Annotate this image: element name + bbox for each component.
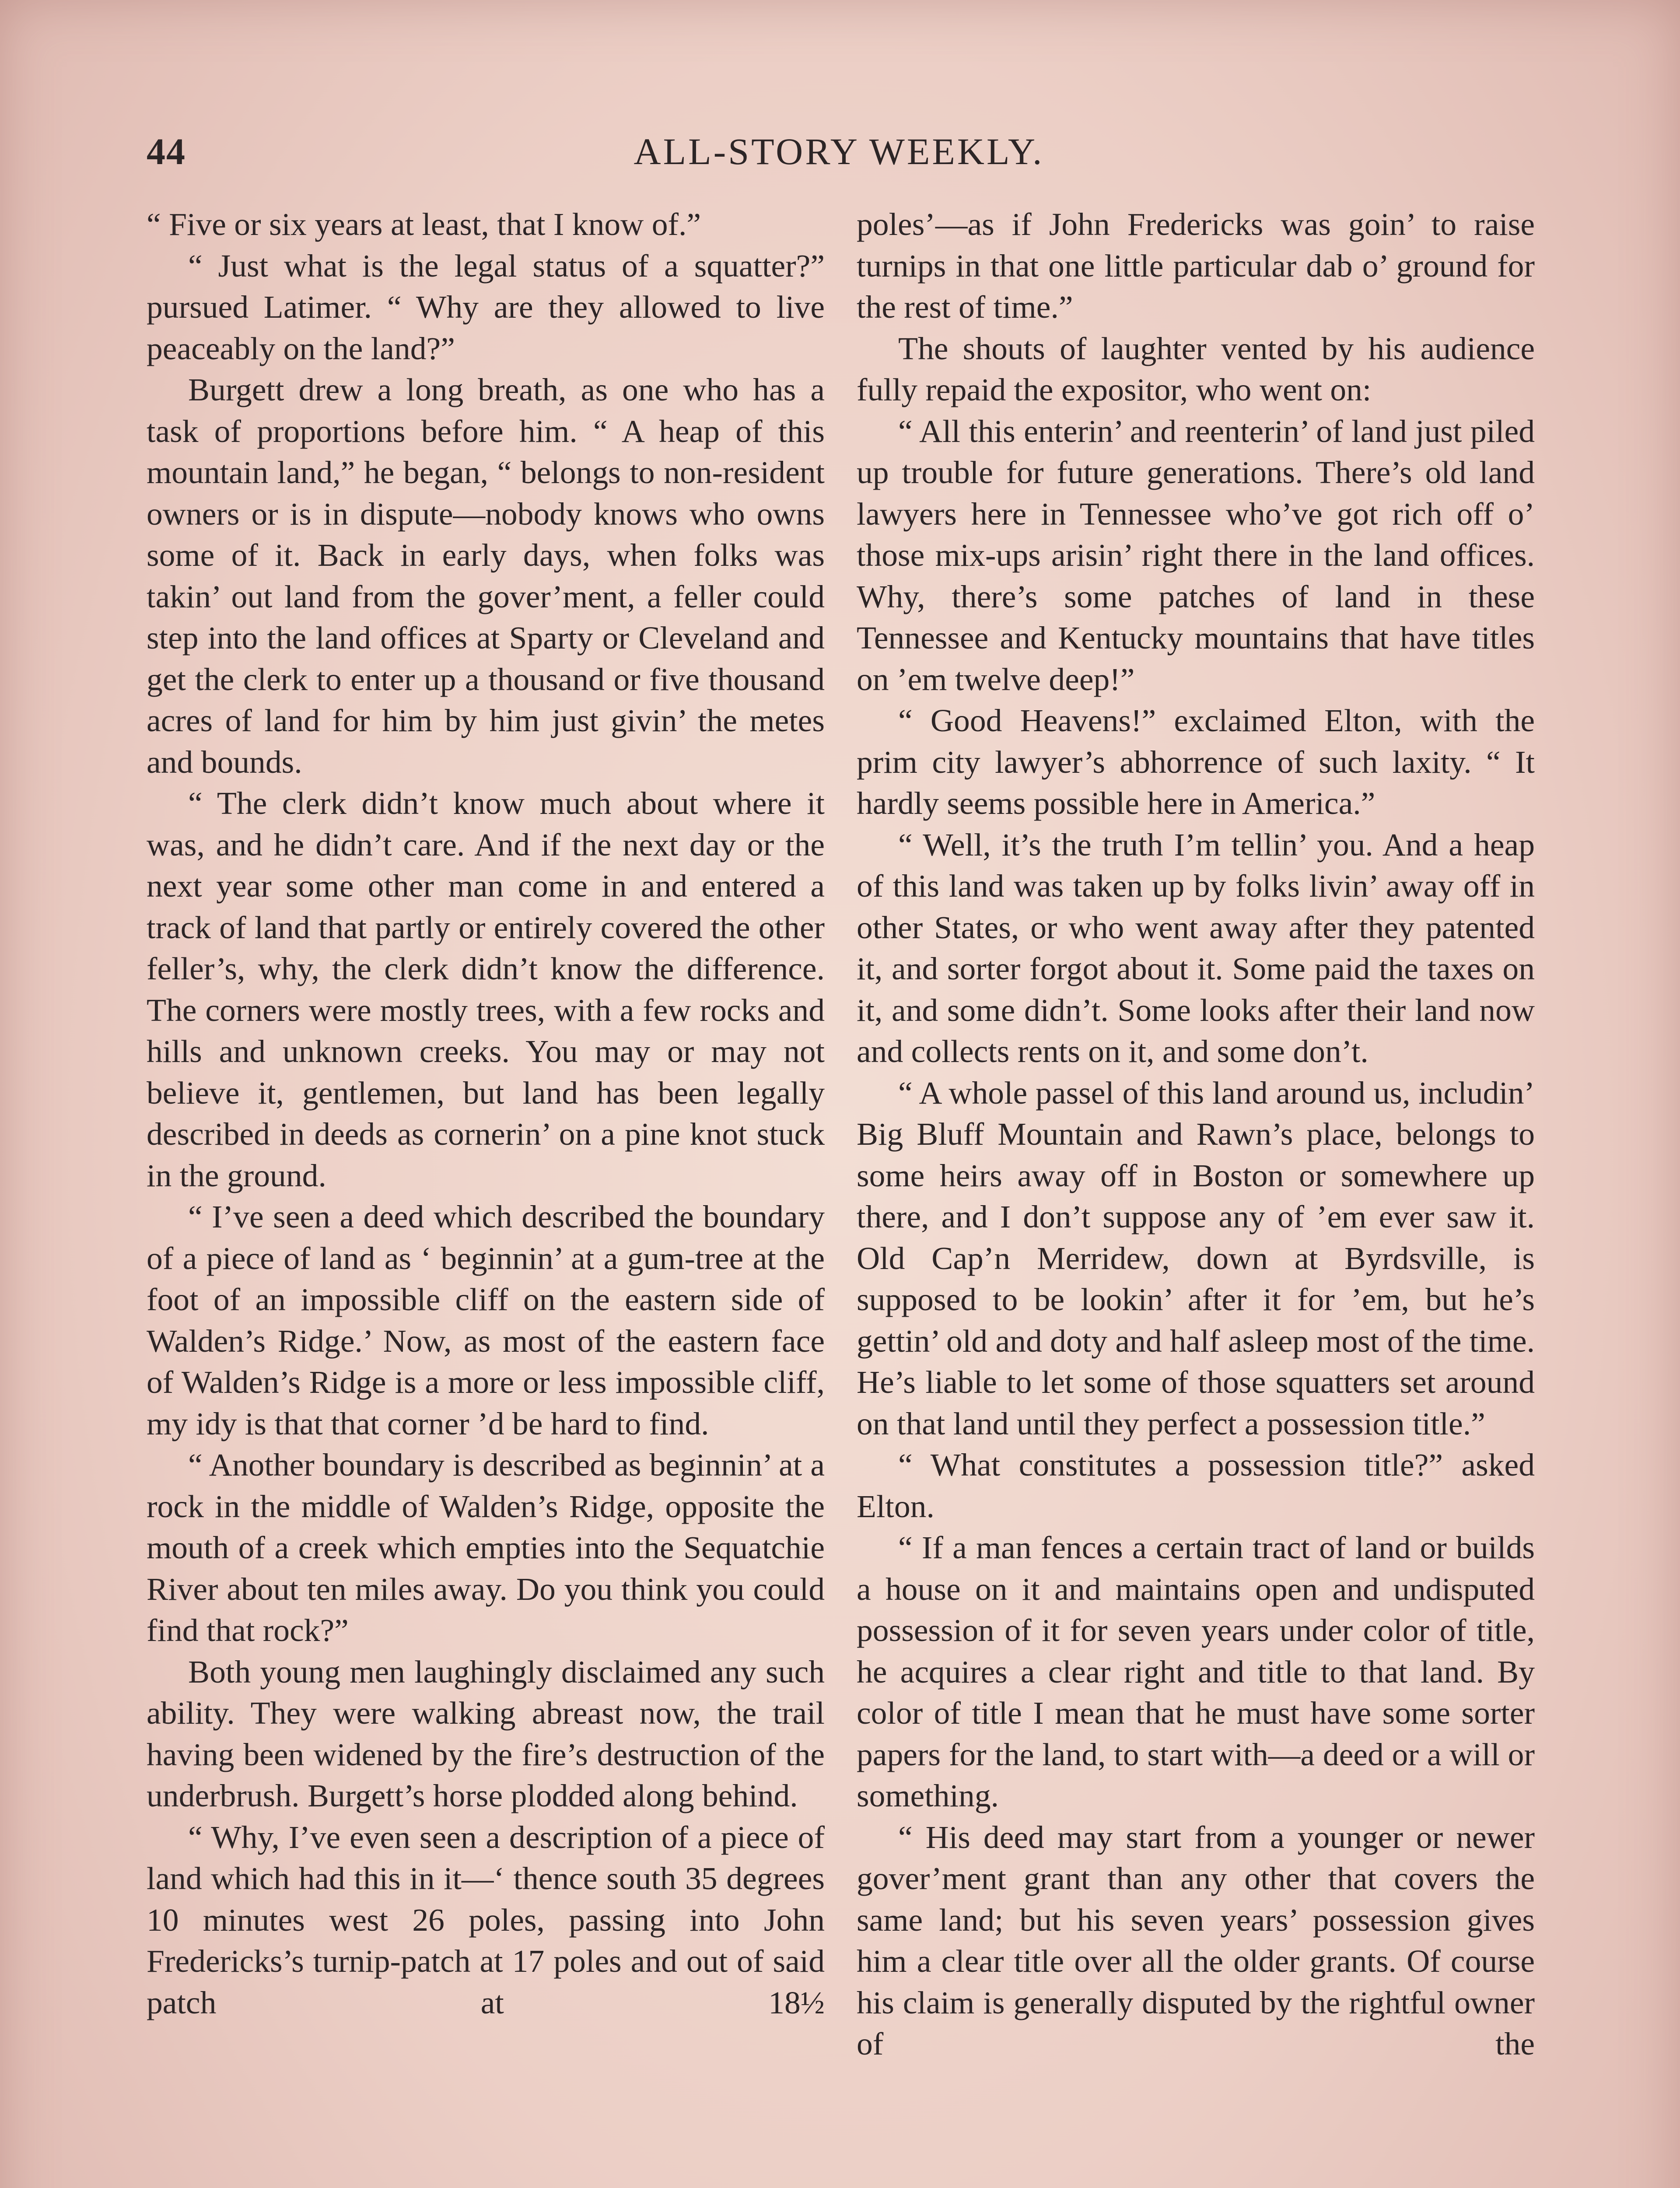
paragraph: Both young men laughingly disclaimed any such ability. They were walking abreast now, the trail having been widened by the fire’s destruction of the underbrush. Burgett’s horse plodded along behind.: [147, 1653, 825, 1813]
paragraph: “ Why, I’ve even seen a description of a piece of land which had this in it—‘ thence south 35 degrees 10 minutes west 26 poles, passing into John Fredericks’s turnip-patch at 17 poles and out of said patch at 18½: [147, 1819, 825, 2020]
right-column: [857, 203, 1535, 2065]
paragraph: “ What constitutes a possession title?” asked Elton.: [857, 1447, 1535, 1524]
paragraph: “ A whole passel of this land around us, includin’ Big Bluff Mountain and Rawn’s place, belongs to some heirs away off in Boston or somewhere up there, and I don’t suppose any of ’em ever saw it. Old Cap’n Merridew, down at Byrdsville, is supposed to be lookin’ after it for ’em, but he’s gettin’ old and doty and half asleep most of the time. He’s liable to let some of those squatters set around on that land until they perfect a possession title.”: [857, 1074, 1535, 1441]
paragraph: “ Good Heavens!” exclaimed Elton, with the prim city lawyer’s abhorrence of such laxity. “ It hardly seems possible here in America.”: [857, 702, 1535, 821]
paragraph: “ All this enterin’ and reenterin’ of land just piled up trouble for future generations. There’s old land lawyers here in Tennessee who’ve got rich off o’ those mix-ups arisin’ right there in the land offices. Why, there’s some patches of land in these Tennessee and Kentucky mountains that have titles on ’em twelve deep!”: [857, 413, 1535, 697]
paragraph: “ I’ve seen a deed which described the boundary of a piece of land as ‘ beginnin’ at a gum-tree at the foot of an impossible cliff on the eastern side of Walden’s Ridge.’ Now, as most of the eastern face of Walden’s Ridge is a more or less impossible cliff, my idy is that that corner ’d be hard to find.: [147, 1199, 825, 1441]
paragraph: “ Five or six years at least, that I know of.”: [147, 206, 701, 242]
page-header: [147, 130, 1531, 178]
paragraph: “ The clerk didn’t know much about where it was, and he didn’t care. And if the next day or the next year some other man come in and entered a track of land that partly or entirely covered the other feller’s, why, the clerk didn’t know the difference. The corners were mostly trees, with a few rocks and hills and unknown creeks. You may or may not believe it, gentlemen, but land has been legally described in deeds as cornerin’ on a pine knot stuck in the ground.: [147, 785, 825, 1193]
paragraph: Burgett drew a long breath, as one who has a task of proportions before him. “ A heap of this mountain land,” he began, “ belongs to non-resident owners or is in dispute—nobody knows who owns some of it. Back in early days, when folks was takin’ out land from the gover’ment, a feller could step into the land offices at Sparty or Cleveland and get the clerk to enter up a thousand or five thousand acres of land for him by him just givin’ the metes and bounds.: [147, 372, 825, 780]
magazine-title: ALL-STORY WEEKLY.: [634, 130, 1044, 172]
paragraph: poles’—as if John Fredericks was goin’ to raise turnips in that one little particular dab o’ ground for the rest of time.”: [857, 206, 1535, 325]
paragraph: “ Just what is the legal status of a squatter?” pursued Latimer. “ Why are they allowed to live peaceably on the land?”: [147, 247, 825, 366]
page-number: 44: [147, 130, 186, 172]
paragraph: “ If a man fences a certain tract of land or builds a house on it and maintains open and undisputed possession of it for seven years under color of title, he acquires a clear right and title to that land. By color of title I mean that he must have some sorter papers for the land, to start with—a deed or a will or something.: [857, 1529, 1535, 1813]
paragraph: “ Well, it’s the truth I’m tellin’ you. And a heap of this land was taken up by folks livin’ away off in other States, or who went away after they patented it, and sorter forgot about it. Some paid the taxes on it, and some didn’t. Some looks after their land now and collects rents on it, and some don’t.: [857, 826, 1535, 1069]
left-column: [147, 203, 825, 2023]
paragraph: “ Another boundary is described as beginnin’ at a rock in the middle of Walden’s Ridge, opposite the mouth of a creek which empties into the Sequatchie River about ten miles away. Do you think you could find that rock?”: [147, 1447, 825, 1648]
paragraph: “ His deed may start from a younger or newer gover’ment grant than any other that covers the same land; but his seven years’ possession gives him a clear title over all the older grants. Of course his claim is generally disputed by the rightful owner of the: [857, 1819, 1535, 2062]
paragraph: The shouts of laughter vented by his audience fully repaid the expositor, who went on:: [857, 330, 1535, 407]
